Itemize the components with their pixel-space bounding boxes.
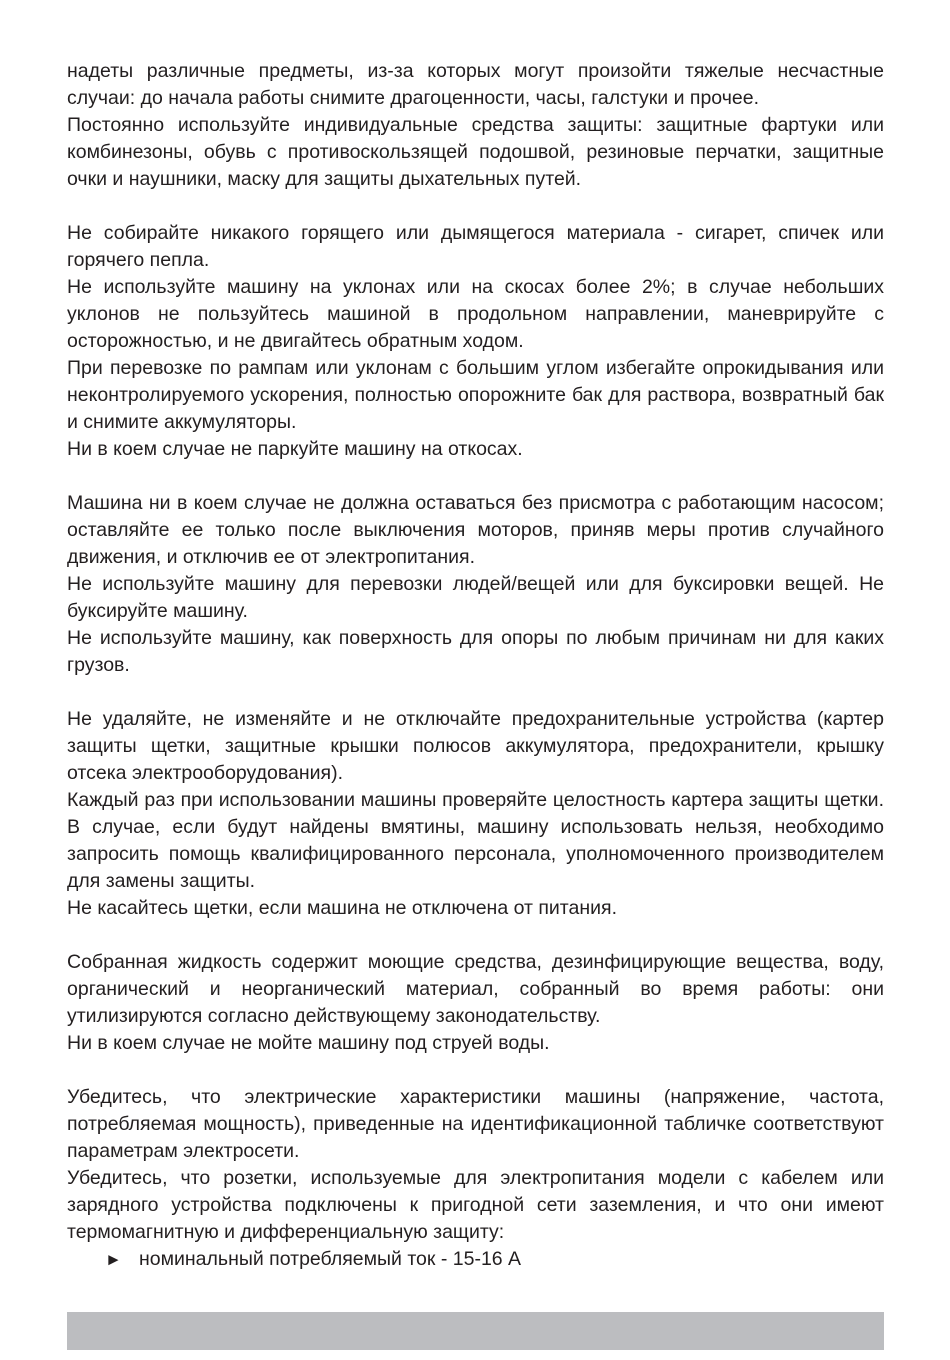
block-spacer [67, 679, 884, 706]
paragraph: Не удаляйте, не изменяйте и не отключайте предохранительные устройства (картер защиты щетки, защитные крышки полюсов аккумулятора, предохранители, крышку отсека электрооборудования). [67, 708, 884, 784]
paragraph: Убедитесь, что розетки, используемые для электропитания модели с кабелем или зарядного устройства подключены к пригодной сети заземления, и что они имеют термомагнитную и дифференциальную защиту: [67, 1167, 884, 1243]
footer-bar [67, 1312, 884, 1350]
arrow-bullet-icon: ► [105, 1250, 122, 1269]
paragraph: Не собирайте никакого горящего или дымящегося материала - сигарет, спичек или горячего пепла. [67, 222, 884, 271]
bullet-text: номинальный потребляемый ток - 15-16 А [139, 1248, 522, 1270]
paragraph: Не используйте машину для перевозки людей/вещей или для буксировки вещей. Не буксируйте машину. [67, 573, 884, 622]
paragraph: Машина ни в коем случае не должна оставаться без присмотра с работающим насосом; оставляйте ее только после выключения моторов, приняв меры против случайного движения, и отключив ее от электропитания. [67, 492, 884, 568]
text-block-5 [67, 949, 884, 1057]
text-block-6 [67, 1084, 884, 1273]
bullet-item [105, 1246, 884, 1273]
block-spacer [67, 922, 884, 949]
text-block-3 [67, 490, 884, 679]
block-spacer [67, 193, 884, 220]
paragraph: Каждый раз при использовании машины проверяйте целостность картера защиты щетки. В случае, если будут найдены вмятины, машину использовать нельзя, необходимо запросить помощь квалифицированного персонала, уполномоченного производителем для замены защиты. [67, 789, 884, 892]
text-block-1 [67, 58, 884, 193]
paragraph: Ни в коем случае не мойте машину под струей воды. [67, 1032, 550, 1054]
text-block-2 [67, 220, 884, 463]
text-block-4 [67, 706, 884, 922]
block-spacer [67, 463, 884, 490]
paragraph: Не используйте машину, как поверхность для опоры по любым причинам ни для каких грузов. [67, 627, 884, 676]
paragraph: При перевозке по рампам или уклонам с большим углом избегайте опрокидывания или неконтролируемого ускорения, полностью опорожните бак для раствора, возвратный бак и снимите аккумуляторы. [67, 357, 884, 433]
paragraph: Убедитесь, что электрические характеристики машины (напряжение, частота, потребляемая мощность), приведенные на идентификационной табличке соответствуют параметрам электросети. [67, 1086, 884, 1162]
paragraph: Не используйте машину на уклонах или на скосах более 2%; в случае небольших уклонов не пользуйтесь машиной в продольном направлении, маневрируйте с осторожностью, и не двигайтесь обратным ходом. [67, 276, 884, 352]
paragraph: Собранная жидкость содержит моющие средства, дезинфицирующие вещества, воду, органический и неорганический материал, собранный во время работы: они утилизируются согласно действующему законодательству. [67, 951, 884, 1027]
document-body [67, 58, 884, 1273]
paragraph: надеты различные предметы, из-за которых могут произойти тяжелые несчастные случаи: до начала работы снимите драгоценности, часы, галстуки и прочее. [67, 60, 884, 109]
block-spacer [67, 1057, 884, 1084]
paragraph: Не касайтесь щетки, если машина не отключена от питания. [67, 897, 617, 919]
paragraph: Постоянно используйте индивидуальные средства защиты: защитные фартуки или комбинезоны, обувь с противоскользящей подошвой, резиновые перчатки, защитные очки и наушники, маску для защиты дыхательных путей. [67, 114, 884, 190]
paragraph: Ни в коем случае не паркуйте машину на откосах. [67, 438, 523, 460]
